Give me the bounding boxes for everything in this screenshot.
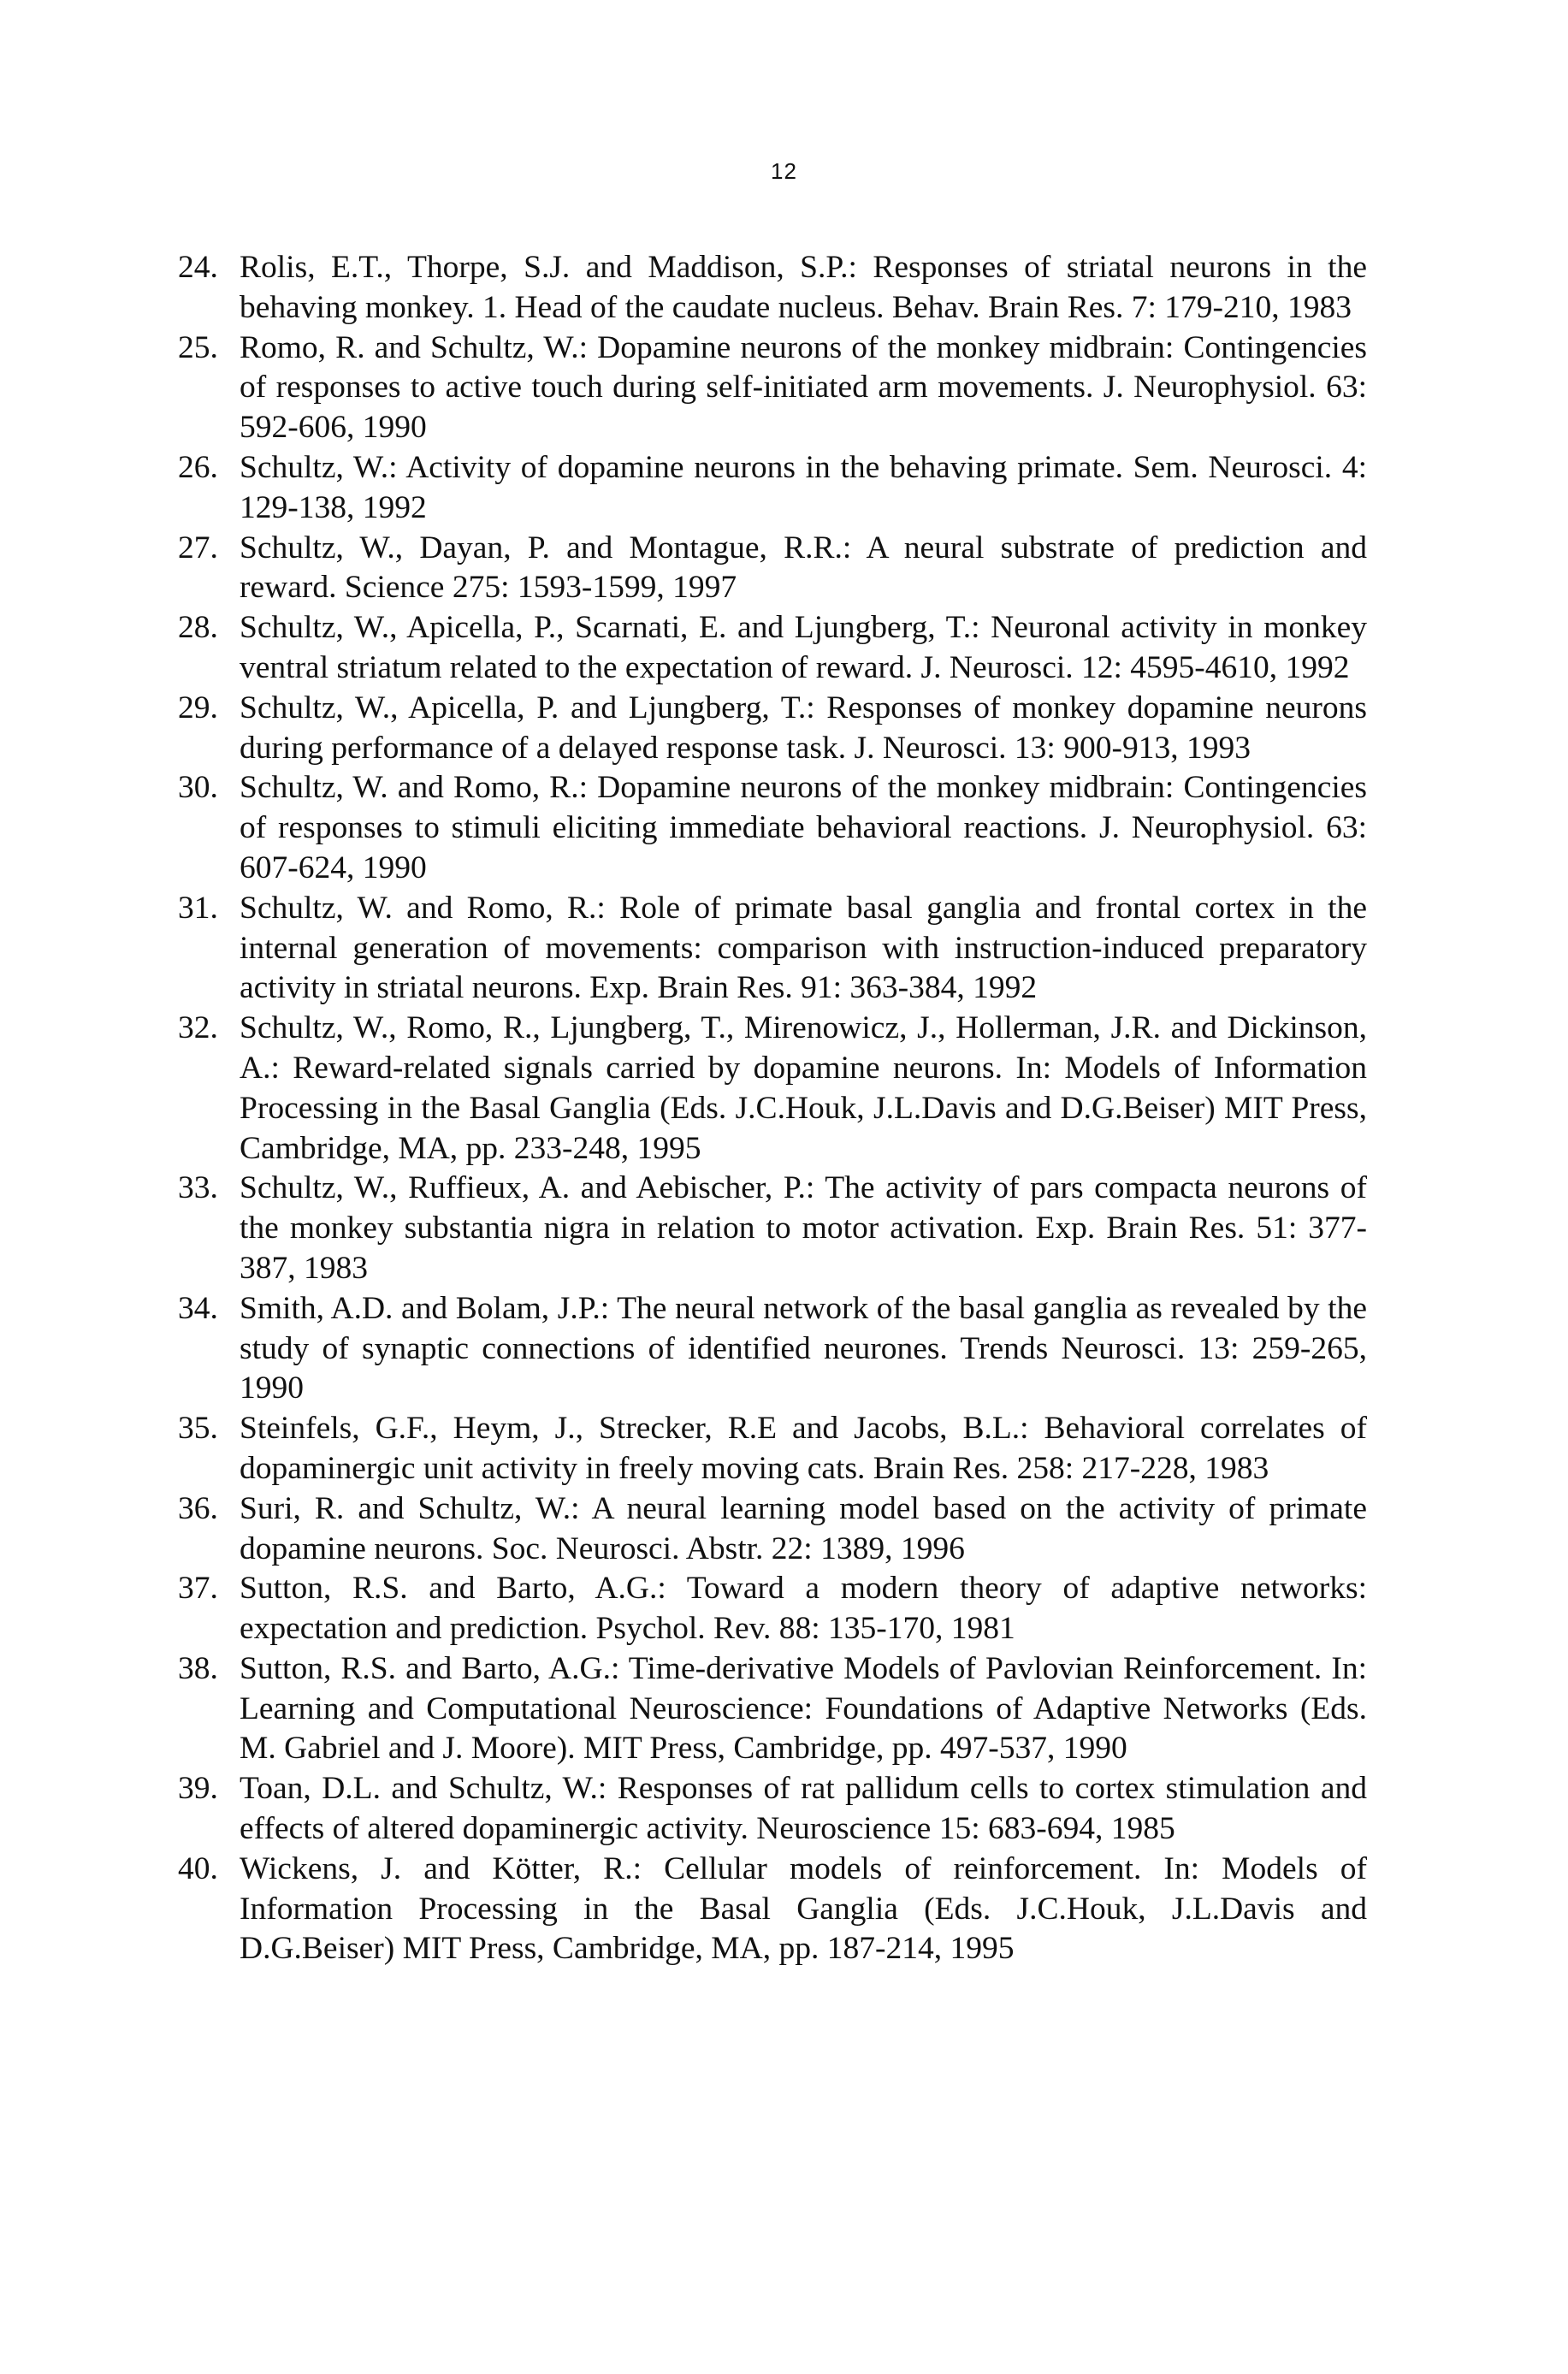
reference-item [178,1769,1367,1850]
reference-item [178,889,1367,1009]
reference-text: Rolis, E.T., Thorpe, S.J. and Maddison, S.P.: Responses of striatal neurons in the behaving monkey. 1. Head of the caudate nucleus. Behav. Brain Res. 7: 179-210, 1983 [240,250,1367,325]
reference-number: 37. [178,1571,218,1607]
reference-number: 39. [178,1771,218,1807]
reference-text: Schultz, W., Dayan, P. and Montague, R.R.: A neural substrate of prediction and reward. Science 275: 1593-1599, 1997 [240,530,1367,606]
reference-number: 25. [178,329,218,365]
reference-text: Schultz, W.: Activity of dopamine neurons in the behaving primate. Sem. Neurosci. 4: 129-138, 1992 [240,449,1367,525]
reference-item [178,248,1367,329]
reference-text: Smith, A.D. and Bolam, J.P.: The neural network of the basal ganglia as revealed by the study of synaptic connections of identified neurones. Trends Neurosci. 13: 259-265, 1990 [240,1290,1367,1406]
reference-number: 35. [178,1411,218,1447]
reference-item [178,1169,1367,1288]
reference-text: Suri, R. and Schultz, W.: A neural learning model based on the activity of primate dopamine neurons. Soc. Neurosci. Abstr. 22: 1389, 1996 [240,1490,1367,1566]
reference-item [178,529,1367,609]
reference-text: Sutton, R.S. and Barto, A.G.: Time-derivative Models of Pavlovian Reinforcement. In: Learning and Computational Neuroscience: Foundations of Adaptive Networks (Eds. M. Gabriel and J. Moore). MIT Press, Cambridge, pp. 497-537, 1990 [240,1650,1367,1767]
reference-number: 28. [178,610,218,646]
reference-list [178,248,1367,1969]
reference-number: 30. [178,770,218,806]
reference-item [178,1850,1367,1969]
reference-text: Schultz, W., Apicella, P., Scarnati, E. and Ljungberg, T.: Neuronal activity in monkey ventral striatum related to the expectation of reward. J. Neurosci. 12: 4595-4610, 1992 [240,610,1367,685]
reference-item [178,1289,1367,1409]
reference-item [178,689,1367,769]
reference-number: 27. [178,530,218,565]
reference-text: Schultz, W. and Romo, R.: Dopamine neurons of the monkey midbrain: Contingencies of responses to stimuli eliciting immediate behavioral reactions. J. Neurophysiol. 63: 607-624, 1990 [240,770,1367,885]
reference-text: Schultz, W. and Romo, R.: Role of primate basal ganglia and frontal cortex in the internal generation of movements: comparison with instruction-induced preparatory activity in striatal neurons. Exp. Brain Res. 91: 363-384, 1992 [240,890,1367,1006]
reference-number: 29. [178,690,218,725]
reference-item [178,1649,1367,1769]
reference-item [178,608,1367,689]
reference-item [178,1009,1367,1169]
reference-number: 34. [178,1290,218,1326]
reference-item [178,1409,1367,1489]
reference-number: 24. [178,250,218,285]
reference-text: Schultz, W., Romo, R., Ljungberg, T., Mirenowicz, J., Hollerman, J.R. and Dickinson, A.: Reward-related signals carried by dopamine neurons. In: Models of Information Processing in the Basal Ganglia (Eds. J.C.Houk, J.L.Davis and D.G.Beiser) MIT Press, Cambridge, MA, pp. 233-248, 1995 [240,1010,1367,1166]
reference-number: 32. [178,1010,218,1046]
reference-text: Steinfels, G.F., Heym, J., Strecker, R.E and Jacobs, B.L.: Behavioral correlates of dopaminergic unit activity in freely moving cats. Brain Res. 258: 217-228, 1983 [240,1411,1367,1486]
reference-text: Toan, D.L. and Schultz, W.: Responses of rat pallidum cells to cortex stimulation and effects of altered dopaminergic activity. Neuroscience 15: 683-694, 1985 [240,1771,1367,1847]
reference-item [178,768,1367,888]
reference-item [178,1489,1367,1570]
reference-number: 40. [178,1850,218,1886]
reference-text: Wickens, J. and Kötter, R.: Cellular models of reinforcement. In: Models of Information Processing in the Basal Ganglia (Eds. J.C.Houk, J.L.Davis and D.G.Beiser) MIT Press, Cambridge, MA, pp. 187-214, 1995 [240,1850,1367,1967]
reference-text: Sutton, R.S. and Barto, A.G.: Toward a modern theory of adaptive networks: expectation and prediction. Psychol. Rev. 88: 135-170, 1981 [240,1571,1367,1647]
reference-item [178,448,1367,529]
reference-number: 36. [178,1490,218,1526]
reference-number: 26. [178,449,218,485]
reference-text: Schultz, W., Ruffieux, A. and Aebischer, P.: The activity of pars compacta neurons of the monkey substantia nigra in relation to motor activation. Exp. Brain Res. 51: 377-387, 1983 [240,1170,1367,1286]
reference-number: 33. [178,1170,218,1206]
page-number: 12 [771,158,797,184]
reference-text: Romo, R. and Schultz, W.: Dopamine neurons of the monkey midbrain: Contingencies of responses to active touch during self-initiated arm movements. J. Neurophysiol. 63: 592-606, 1990 [240,329,1367,446]
reference-number: 38. [178,1650,218,1686]
reference-item [178,329,1367,448]
reference-item [178,1569,1367,1649]
reference-text: Schultz, W., Apicella, P. and Ljungberg, T.: Responses of monkey dopamine neurons during performance of a delayed response task. J. Neurosci. 13: 900-913, 1993 [240,690,1367,766]
reference-number: 31. [178,890,218,926]
